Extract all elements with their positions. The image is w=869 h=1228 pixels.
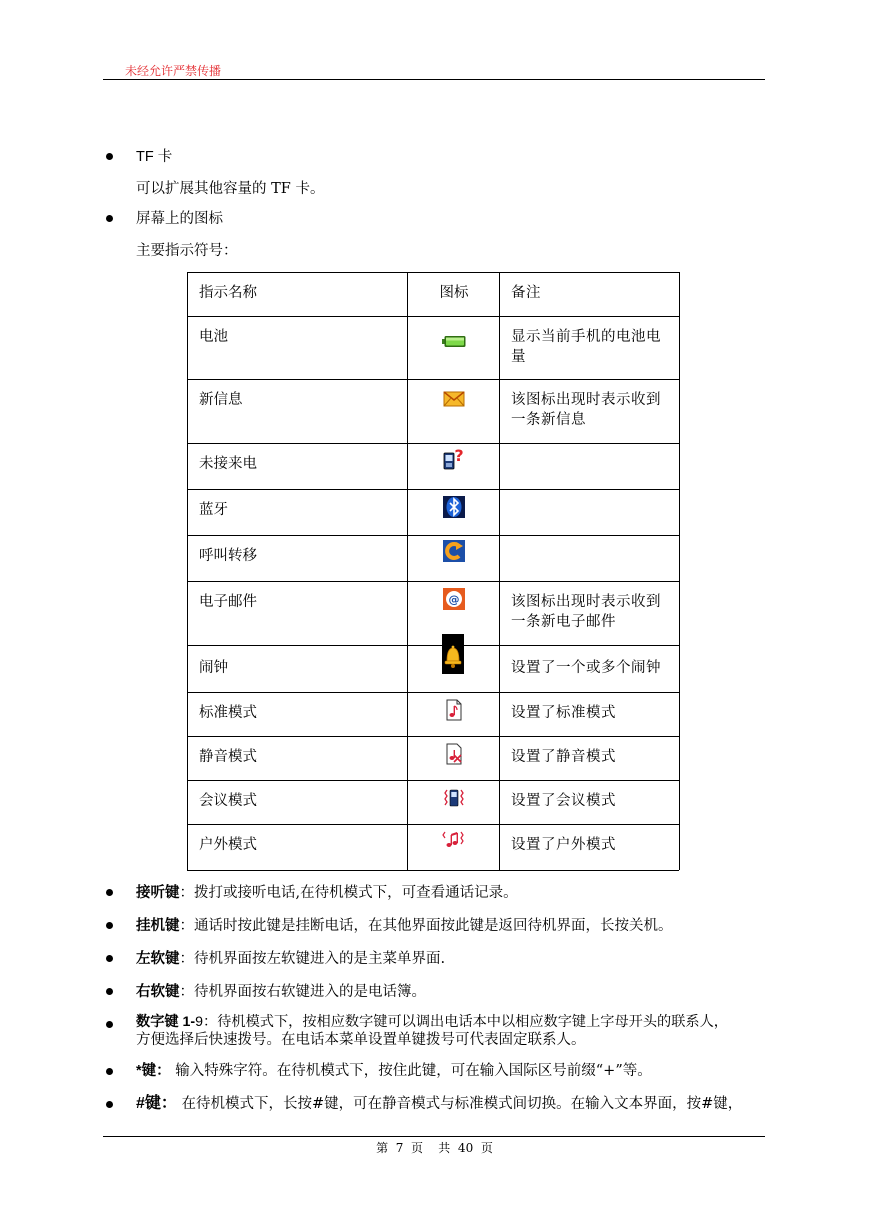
key-label: #键： (136, 1095, 177, 1112)
meeting-mode-icon (442, 786, 466, 810)
table-row (187, 316, 679, 380)
row-name: 闹钟 (199, 660, 228, 676)
key-label: 挂机键 (136, 918, 180, 934)
bullet (106, 955, 113, 962)
standard-mode-icon (442, 698, 466, 722)
table-header-row (187, 272, 679, 317)
table-row (187, 736, 679, 781)
row-note: 设置了一个或多个闹钟 (511, 660, 661, 676)
section-title-icons: 屏幕上的图标 (136, 211, 223, 227)
key-item (136, 1061, 652, 1081)
header-note: 备注 (511, 285, 541, 301)
battery-icon (442, 330, 466, 354)
svg-text:@: @ (448, 593, 460, 606)
key-item (136, 916, 673, 936)
key-sep: ： (179, 885, 194, 901)
outdoor-mode-icon (442, 828, 466, 852)
bullet (106, 1021, 113, 1028)
table-row (187, 379, 679, 444)
key-item (136, 949, 445, 969)
bullet (106, 922, 113, 929)
table-row (187, 443, 679, 490)
row-note: 该图标出现时表示收到一条新电子邮件 (511, 594, 661, 630)
table-row (187, 780, 679, 825)
bullet (106, 988, 113, 995)
section-title-tf: TF 卡 (136, 149, 173, 165)
row-name: 标准模式 (199, 705, 257, 721)
email-icon (442, 587, 466, 611)
key-item-continuation: 方便选择后快速拨号。在电话本菜单设置单键拨号可代表固定联系人。 (136, 1032, 586, 1048)
row-name: 新信息 (199, 392, 243, 408)
key-text: 待机界面按右软键进入的是电话簿。 (194, 984, 426, 1000)
row-note: 设置了会议模式 (511, 793, 616, 809)
row-name: 会议模式 (199, 793, 257, 809)
key-label-suffix: 9 (195, 1014, 204, 1030)
key-text: 待机界面按左软键进入的是主菜单界面. (194, 951, 446, 967)
key-sep: ： (179, 918, 194, 934)
table-row (187, 645, 679, 693)
row-note: 设置了户外模式 (511, 837, 616, 853)
silent-mode-icon (442, 742, 466, 766)
svg-text:?: ? (454, 447, 464, 465)
header-name: 指示名称 (199, 285, 257, 301)
alarm-bell-icon (442, 634, 464, 674)
page-number: 第 7 页 共 40 页 (376, 1141, 493, 1155)
key-sep: ： (203, 1014, 218, 1030)
bullet (106, 1068, 113, 1075)
row-name: 静音模式 (199, 749, 257, 765)
row-name: 户外模式 (199, 837, 257, 853)
row-name: 电池 (199, 329, 228, 345)
row-note: 该图标出现时表示收到一条新信息 (511, 392, 661, 428)
envelope-icon (442, 387, 466, 411)
key-item (136, 883, 518, 903)
table-row (187, 581, 679, 646)
table-row (187, 692, 679, 737)
key-label: 接听键 (136, 885, 180, 901)
table-row (187, 824, 679, 871)
header-rule (103, 79, 765, 80)
section-subtitle-icons: 主要指示符号： (136, 243, 238, 259)
row-name: 蓝牙 (199, 502, 228, 518)
call-forward-icon (442, 539, 466, 563)
key-text: 拨打或接听电话,在待机模式下，可查看通话记录。 (194, 885, 518, 901)
key-label: 左软键 (136, 951, 180, 967)
section-desc-tf: 可以扩展其他容量的 TF 卡。 (136, 181, 325, 197)
key-label: 右软键 (136, 984, 180, 1000)
row-name: 未接来电 (199, 456, 257, 472)
key-text: 待机模式下，按相应数字键可以调出电话本中以相应数字键上字母开头的联系人， (217, 1014, 728, 1030)
key-label: 数字键 1- (136, 1014, 196, 1030)
key-text: 输入特殊字符。在待机模式下，按住此键，可在输入国际区号前缀“+”等。 (175, 1063, 652, 1079)
bullet (106, 1101, 113, 1108)
table-row (187, 489, 679, 536)
key-sep: ： (179, 984, 194, 1000)
bluetooth-icon (442, 495, 466, 519)
footer-rule (103, 1136, 765, 1137)
row-note: 设置了静音模式 (511, 749, 616, 765)
key-label: *键： (136, 1063, 171, 1079)
row-name: 电子邮件 (199, 594, 257, 610)
row-name: 呼叫转移 (199, 548, 257, 564)
key-item (136, 1094, 742, 1114)
key-item (136, 1012, 728, 1032)
key-sep: ： (179, 951, 194, 967)
bullet (106, 153, 113, 160)
header-text: 未经允许严禁传播 (125, 64, 222, 78)
key-text: 通话时按此键是挂断电话，在其他界面按此键是返回待机界面，长按关机。 (194, 918, 673, 934)
table-row (187, 535, 679, 582)
row-note: 设置了标准模式 (511, 705, 616, 721)
missed-call-icon (442, 447, 466, 471)
header-icon: 图标 (439, 285, 469, 301)
key-item (136, 982, 426, 1002)
bullet (106, 215, 113, 222)
row-note: 显示当前手机的电池电量 (511, 329, 661, 365)
key-text: 在待机模式下，长按#键，可在静音模式与标准模式间切换。在输入文本界面，按#键， (181, 1096, 743, 1112)
bullet (106, 889, 113, 896)
